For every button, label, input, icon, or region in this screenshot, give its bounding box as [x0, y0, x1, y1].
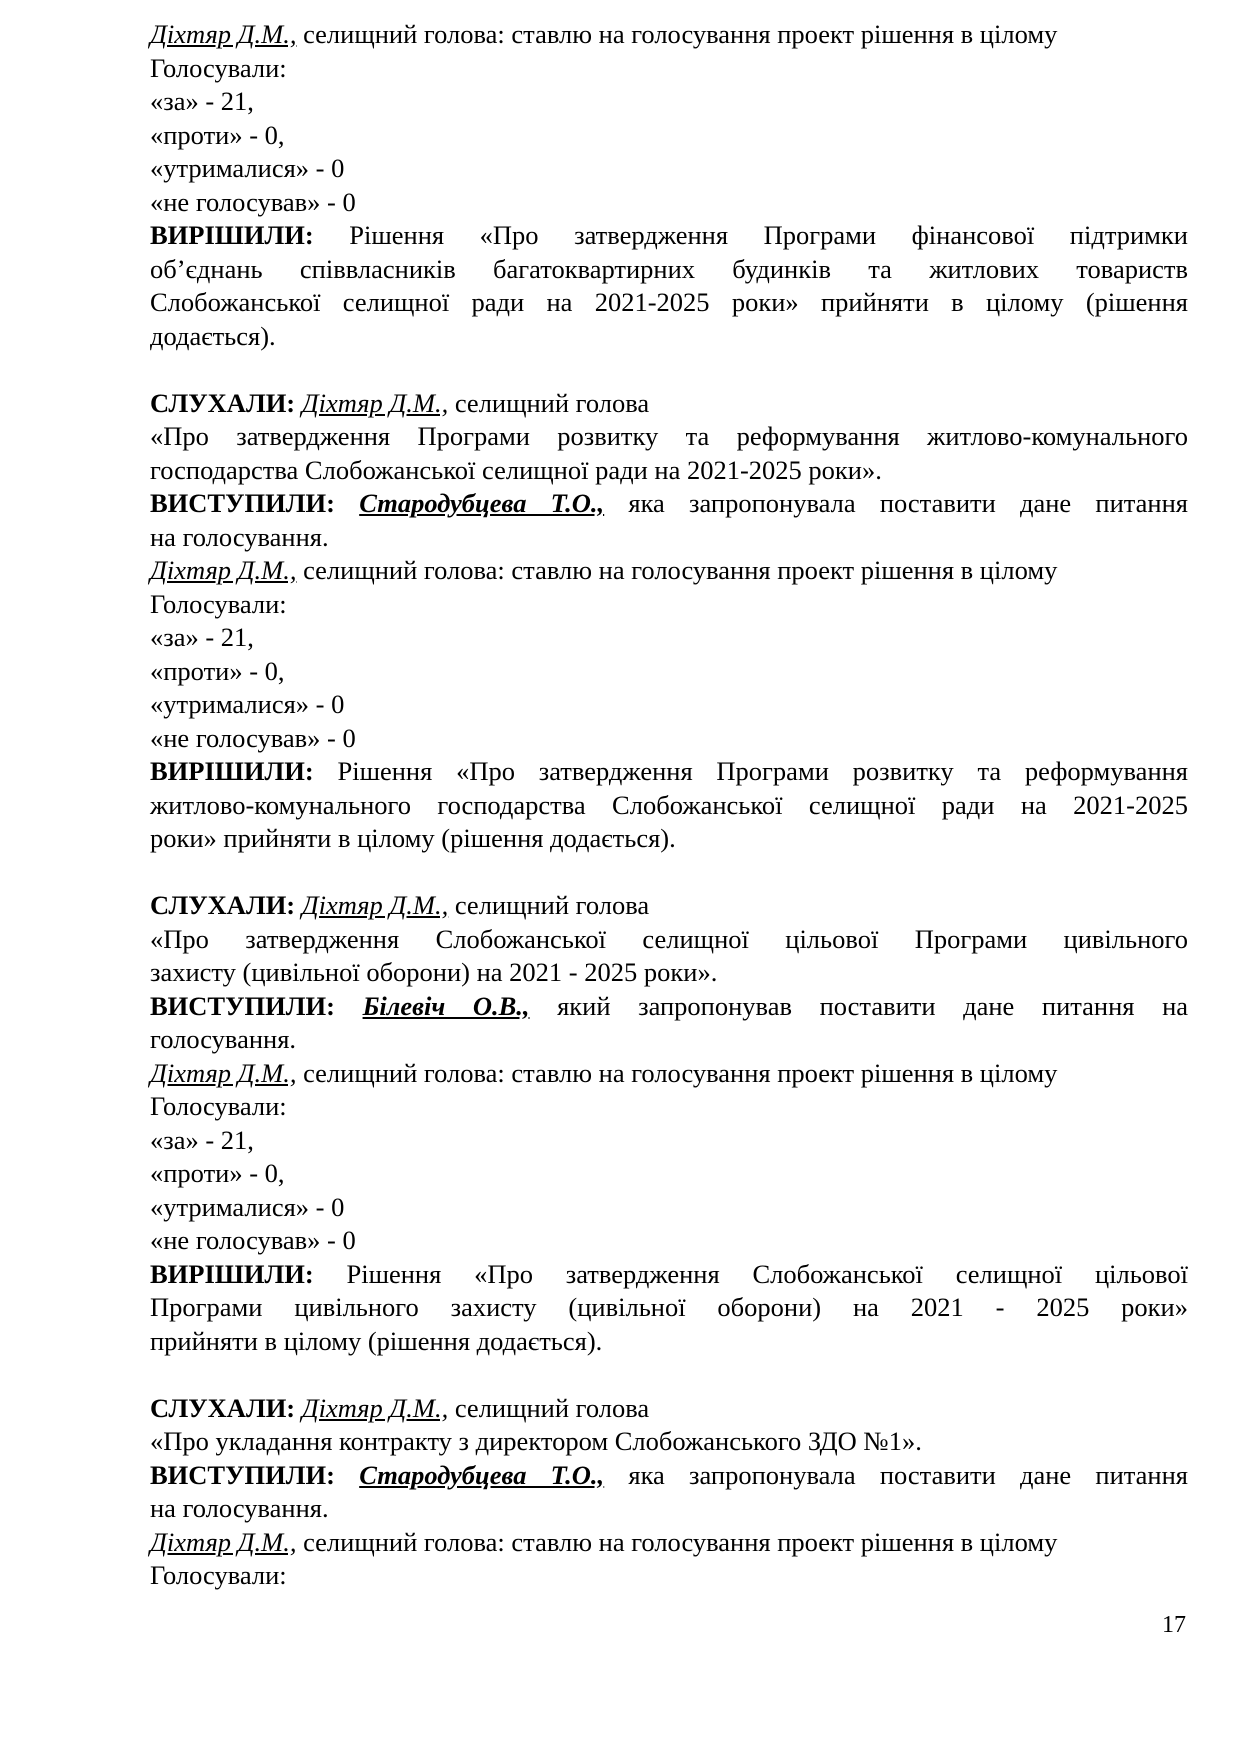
spoke-speaker: Стародубцева Т.О., — [359, 1459, 605, 1490]
vote-for: «за» - 21, — [150, 1124, 254, 1155]
vote-abstained: «утрималися» - 0 — [150, 1191, 345, 1222]
chair-name: Діхтяр Д.М., — [150, 1526, 297, 1557]
spoke-speaker: Білевіч О.В., — [362, 990, 530, 1021]
agenda-item-continued — [150, 18, 1188, 353]
decision-line-2: об’єднань співвласників багатоквартирних будинків та житлових товариств — [150, 253, 1188, 284]
decision-line-1: ВИРІШИЛИ: Рішення «Про затвердження Програми фінансової підтримки — [150, 220, 1188, 250]
heard-speaker: Діхтяр Д.М., — [301, 1392, 449, 1423]
paragraph-gap — [150, 1358, 1188, 1392]
voting-label: Голосували: — [150, 1091, 287, 1121]
heard-label: СЛУХАЛИ: — [150, 387, 296, 418]
agenda-item — [150, 1392, 1188, 1593]
chair-name: Діхтяр Д.М., — [150, 1057, 297, 1088]
vote-for: «за» - 21, — [150, 86, 254, 116]
chair-statement — [150, 18, 1188, 52]
decision-line-1: ВИРІШИЛИ: Рішення «Про затвердження Слобожанської селищної цільової — [150, 1258, 1188, 1289]
vote-not-voted: «не голосував» - 0 — [150, 722, 356, 753]
agenda-item — [150, 889, 1188, 1358]
chair-statement — [150, 1057, 1188, 1091]
document-page — [150, 18, 1188, 1593]
decision-line-3: прийняти в цілому (рішення додається). — [150, 1325, 603, 1356]
heard-role: селищний голова — [448, 1392, 650, 1423]
decision-line-3: роки» прийняти в цілому (рішення додається). — [150, 823, 676, 853]
heard-role: селищний голова — [448, 387, 650, 418]
heard-speaker: Діхтяр Д.М., — [301, 890, 449, 920]
chair-statement-text: селищний голова: ставлю на голосування проект рішення в цілому — [296, 1057, 1058, 1088]
topic-line-1: «Про затвердження Слобожанської селищної цільової Програми цивільного — [150, 923, 1188, 954]
chair-statement — [150, 1526, 1188, 1560]
chair-statement — [150, 554, 1188, 588]
paragraph-gap — [150, 353, 1188, 387]
chair-statement-text: селищний голова: ставлю на голосування проект рішення в цілому — [296, 1526, 1058, 1557]
decision-line-2: Програми цивільного захисту (цивільної оборони) на 2021 - 2025 роки» — [150, 1292, 1188, 1322]
topic-line-2: господарства Слобожанської селищної ради на 2021-2025 роки». — [150, 454, 882, 485]
decision-line-4: додається). — [150, 320, 276, 351]
topic-line-1: «Про затвердження Програми розвитку та реформування житлово-комунального — [150, 421, 1188, 451]
vote-abstained: «утрималися» - 0 — [150, 153, 345, 183]
spoke-line: ВИСТУПИЛИ: Білевіч О.В., який запропонував поставити дане питання на — [150, 990, 1189, 1021]
vote-against: «проти» - 0, — [150, 119, 285, 150]
vote-for: «за» - 21, — [150, 622, 254, 652]
decided-label: ВИРІШИЛИ: — [150, 1258, 314, 1289]
voting-label: Голосували: — [150, 588, 287, 619]
spoke-label: ВИСТУПИЛИ: — [150, 990, 335, 1021]
decision-line-3: Слобожанської селищної ради на 2021-2025 роки» прийняти в цілому (рішення — [150, 287, 1188, 317]
topic-line-1: «Про укладання контракту з директором Слобожанського ЗДО №1». — [150, 1426, 922, 1456]
spoke-line-2: на голосування. — [150, 1493, 329, 1523]
agenda-item — [150, 387, 1188, 856]
vote-against: «проти» - 0, — [150, 655, 285, 686]
vote-not-voted: «не голосував» - 0 — [150, 1225, 356, 1255]
page-number: 17 — [1162, 1612, 1186, 1638]
spoke-label: ВИСТУПИЛИ: — [150, 1459, 335, 1490]
spoke-line: ВИСТУПИЛИ: Стародубцева Т.О., яка запропонувала поставити дане питання — [150, 1459, 1188, 1490]
heard-label: СЛУХАЛИ: — [150, 890, 296, 920]
topic-line-2: захисту (цивільної оборони) на 2021 - 2025 роки». — [150, 957, 718, 987]
spoke-label: ВИСТУПИЛИ: — [150, 488, 335, 518]
heard-label: СЛУХАЛИ: — [150, 1392, 296, 1423]
decision-line-1: ВИРІШИЛИ: Рішення «Про затвердження Програми розвитку та реформування — [150, 756, 1188, 786]
spoke-line: ВИСТУПИЛИ: Стародубцева Т.О., яка запропонувала поставити дане питання — [150, 488, 1188, 518]
voting-label: Голосували: — [150, 52, 287, 83]
heard-line — [150, 387, 1188, 421]
decided-label: ВИРІШИЛИ: — [150, 756, 314, 786]
heard-line — [150, 889, 1188, 923]
heard-role: селищний голова — [448, 890, 650, 920]
chair-name: Діхтяр Д.М., — [150, 19, 297, 49]
chair-name: Діхтяр Д.М., — [150, 555, 297, 585]
spoke-line-2: на голосування. — [150, 521, 329, 552]
heard-speaker: Діхтяр Д.М., — [301, 387, 449, 418]
heard-line — [150, 1392, 1188, 1426]
chair-statement-text: селищний голова: ставлю на голосування проект рішення в цілому — [296, 19, 1058, 49]
decision-line-2: житлово-комунального господарства Слобожанської селищної ради на 2021-2025 — [150, 789, 1188, 820]
vote-against: «проти» - 0, — [150, 1158, 285, 1188]
vote-not-voted: «не голосував» - 0 — [150, 186, 356, 217]
vote-abstained: «утрималися» - 0 — [150, 689, 345, 719]
paragraph-gap — [150, 856, 1188, 890]
spoke-speaker: Стародубцева Т.О., — [359, 488, 605, 518]
decided-label: ВИРІШИЛИ: — [150, 220, 314, 250]
chair-statement-text: селищний голова: ставлю на голосування проект рішення в цілому — [296, 555, 1058, 585]
spoke-line-2: голосування. — [150, 1024, 297, 1054]
voting-label: Голосували: — [150, 1560, 287, 1590]
